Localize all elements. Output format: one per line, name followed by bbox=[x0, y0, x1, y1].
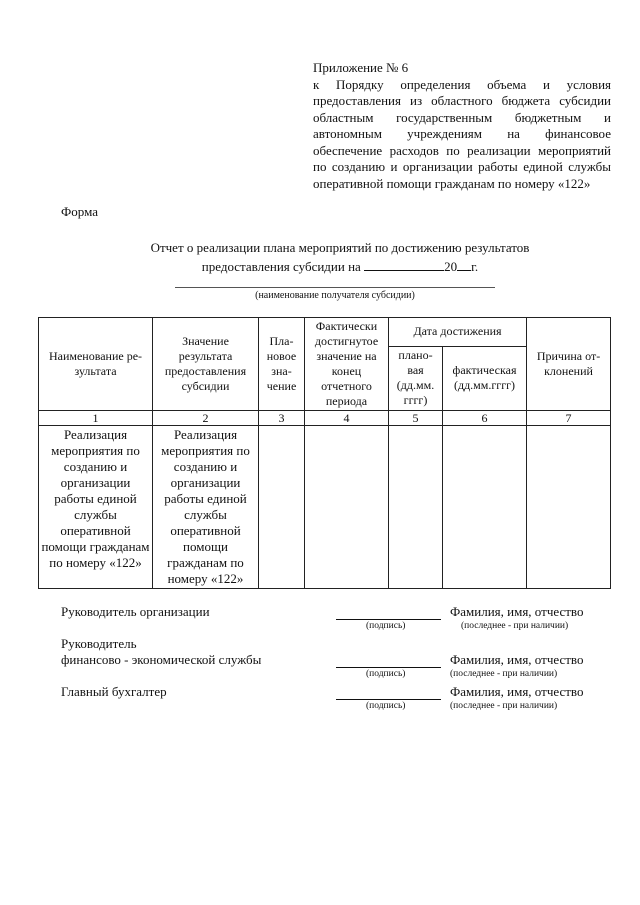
cell-actual-date[interactable] bbox=[443, 426, 527, 589]
header-result-value: Значение результата предоставления субсидии bbox=[153, 318, 259, 411]
cell-result-name: Реализация мероприятия по созданию и организации работы единой службы оперативной помощи гражданам по номеру «122» bbox=[39, 426, 153, 589]
finance-sign-caption: (подпись) bbox=[366, 669, 406, 679]
head-name: Фамилия, имя, отчество bbox=[450, 604, 584, 619]
cell-planned-value[interactable] bbox=[259, 426, 305, 589]
accountant-name: Фамилия, имя, отчество bbox=[450, 684, 584, 699]
cell-actual-value[interactable] bbox=[305, 426, 389, 589]
column-number: 1 bbox=[39, 411, 153, 426]
header-result-name: Наименование ре-зультата bbox=[39, 318, 153, 411]
head-signature-line[interactable] bbox=[336, 619, 441, 620]
form-label: Форма bbox=[61, 204, 98, 219]
header-actual-value: Фактически достигнутое значение на конец отчетного периода bbox=[305, 318, 389, 411]
recipient-line[interactable] bbox=[175, 287, 495, 288]
header-date-group: Дата достижения bbox=[389, 318, 527, 347]
finance-name: Фамилия, имя, отчество bbox=[450, 652, 584, 667]
table-row bbox=[39, 426, 611, 589]
recipient-caption: (наименование получателя субсидии) bbox=[255, 290, 415, 301]
header-actual-date: фактическая (дд.мм.гггг) bbox=[443, 346, 527, 410]
cell-result-value: Реализация мероприятия по созданию и организации работы единой службы оперативной помощи гражданам по номеру «122» bbox=[153, 426, 259, 589]
cell-planned-date[interactable] bbox=[389, 426, 443, 589]
column-number: 6 bbox=[443, 411, 527, 426]
report-title-prefix: предоставления субсидии на bbox=[201, 259, 361, 274]
accountant-signature-line[interactable] bbox=[336, 699, 441, 700]
report-title bbox=[60, 238, 620, 276]
finance-label-line1: Руководитель bbox=[61, 636, 137, 651]
accountant-label: Главный бухгалтер bbox=[61, 684, 167, 699]
finance-label-line2: финансово - экономической службы bbox=[61, 652, 262, 667]
annex-title: Приложение № 6 bbox=[313, 60, 409, 75]
accountant-sign-caption: (подпись) bbox=[366, 701, 406, 711]
year-prefix: 20 bbox=[444, 259, 458, 274]
date-blank[interactable] bbox=[364, 258, 444, 271]
head-label: Руководитель организации bbox=[61, 604, 210, 619]
annex-block bbox=[313, 60, 611, 192]
finance-signature-line[interactable] bbox=[336, 667, 441, 668]
column-number: 5 bbox=[389, 411, 443, 426]
cell-deviation-reason[interactable] bbox=[527, 426, 611, 589]
year-blank[interactable] bbox=[457, 258, 471, 271]
finance-name-caption: (последнее - при наличии) bbox=[450, 669, 558, 679]
report-title-line2 bbox=[60, 257, 620, 276]
column-number: 3 bbox=[259, 411, 305, 426]
header-deviation-reason: Причина от-клонений bbox=[527, 318, 611, 411]
annex-body: к Порядку определения объема и условия предоставления из областного бюджета субсидии областным государственным бюджетным и автономным учреждениям на финансовое обеспечение расходов по реализации мероприятий по созданию и организации работы единой службы оперативной помощи гражданам по номеру «122» bbox=[313, 76, 611, 191]
report-table bbox=[38, 317, 611, 589]
column-number: 7 bbox=[527, 411, 611, 426]
column-number: 2 bbox=[153, 411, 259, 426]
report-title-line1: Отчет о реализации плана мероприятий по достижению результатов bbox=[150, 240, 530, 255]
year-suffix: г. bbox=[471, 259, 479, 274]
column-number: 4 bbox=[305, 411, 389, 426]
head-name-caption: (последнее - при наличии) bbox=[461, 621, 569, 631]
header-planned-value: Пла-новое зна-чение bbox=[259, 318, 305, 411]
accountant-name-caption: (последнее - при наличии) bbox=[450, 701, 558, 711]
head-sign-caption: (подпись) bbox=[366, 621, 406, 631]
header-planned-date: плано-вая (дд.мм. гггг) bbox=[389, 346, 443, 410]
